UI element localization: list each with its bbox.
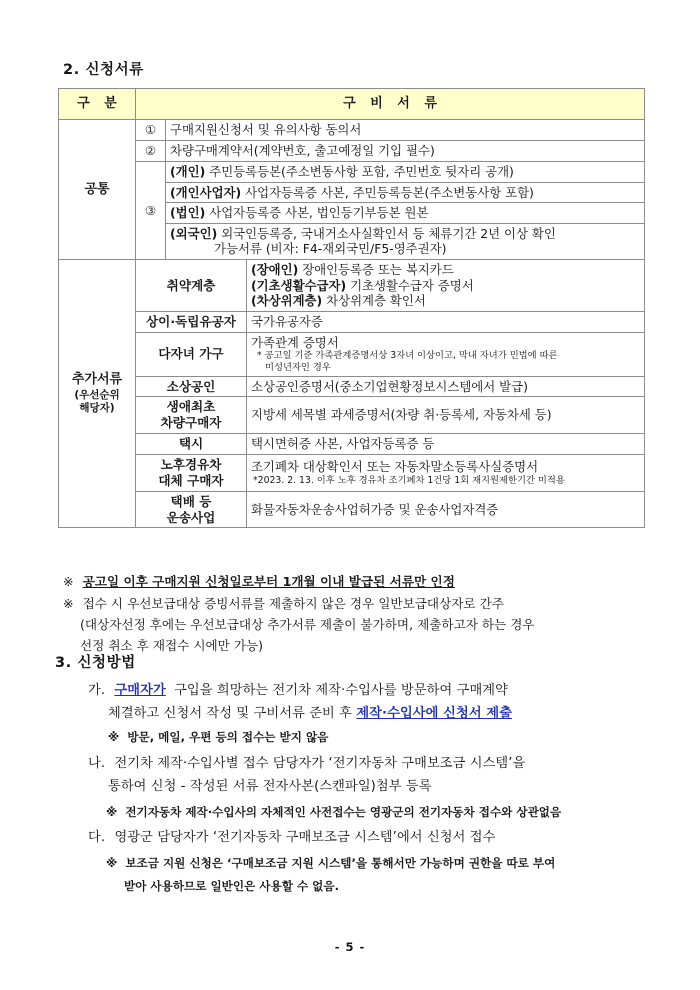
table-row xyxy=(59,376,645,397)
required-documents-table xyxy=(58,88,645,528)
item-na-line-1 xyxy=(88,752,525,771)
note-row-2 xyxy=(63,598,504,611)
item-ga-line-1 xyxy=(88,679,508,698)
item-na-note xyxy=(106,804,561,820)
document-text-3-sole-proprietor xyxy=(166,182,645,203)
multichild-footnote-2: 미성년자인 경우 xyxy=(265,361,331,373)
table-row xyxy=(59,260,645,312)
item-da-line-1-text: 영광군 담당자가 ‘전기자동차 구매보조금 시스템’에서 신청서 접수 xyxy=(114,830,496,845)
item-na-note-text: 전기자동차 제작·수입사의 자체적인 사전접수는 영광군의 전기자동차 접수와 상관없음 xyxy=(125,805,562,819)
foreigner-line-1 xyxy=(170,226,640,242)
document-text-old-diesel-replacement xyxy=(247,455,645,492)
document-text-3-corporation xyxy=(166,203,645,224)
table-row xyxy=(59,434,645,455)
document-detail-corporation: 사업자등록증 사본, 법인등기부등본 원본 xyxy=(209,205,429,221)
document-text-taxi: 택시면허증 사본, 사업자등록증 등 xyxy=(247,434,645,455)
applicant-type-sole-proprietor: (개인사업자) xyxy=(170,184,242,200)
item-na-line-2 xyxy=(108,775,432,794)
item-number-1: ① xyxy=(136,120,166,141)
multichild-main: 가족관계 증명서 xyxy=(251,334,339,350)
vulnerable-detail-disabled: 장애인등록증 또는 복지카드 xyxy=(302,262,454,277)
applicant-type-foreigner: (외국인) xyxy=(170,225,218,241)
item-ga-note-text: 방문, 메일, 우편 등의 접수는 받지 않음 xyxy=(127,730,329,744)
item-na-line-2-text: 통하여 신청 - 작성된 서류 전자사본(스캔파일)첨부 등록 xyxy=(108,779,432,794)
old-diesel-main: 조기폐차 대상확인서 또는 자동차말소등록사실증명서 xyxy=(251,459,539,475)
table-row xyxy=(59,455,645,492)
section-3-heading: 3. 신청방법 xyxy=(55,655,136,671)
delivery-line2: 운송사업 xyxy=(166,509,216,525)
item-da-line-1 xyxy=(88,826,495,845)
old-diesel-line1: 노후경유차 xyxy=(160,457,222,473)
vulnerable-detail-near-poverty: 차상위계층 확인서 xyxy=(326,293,426,309)
note-row-3 xyxy=(80,619,535,632)
item-ga-buyer-highlight: 구매자가 xyxy=(114,683,166,698)
document-detail-sole-proprietor: 사업자등록증 사본, 주민등록등본(주소변동사항 포함) xyxy=(245,184,534,200)
document-text-1: 구매지원신청서 및 유의사항 동의서 xyxy=(166,120,645,141)
item-number-3: ③ xyxy=(136,161,166,259)
subcategory-small-business: 소상공인 xyxy=(136,376,247,397)
note-row-1 xyxy=(63,576,455,589)
note-mark-2: ※ xyxy=(63,596,74,611)
document-text-3-foreigner xyxy=(166,223,645,259)
multichild-footnote-1: * 공고일 기준 가족관계증명서상 3자녀 이상이고, 막내 자녀가 민법에 따른 xyxy=(257,350,558,362)
category-cell-additional xyxy=(59,260,136,528)
category-additional-sub1: (우선순위 xyxy=(74,388,120,401)
item-ga-submit-highlight: 제작·수입사에 신청서 제출 xyxy=(356,706,513,721)
item-ga-note-mark: ※ xyxy=(108,730,120,744)
table-row xyxy=(59,311,645,332)
old-diesel-line2: 대체 구매자 xyxy=(158,472,224,488)
subcategory-taxi: 택시 xyxy=(136,434,247,455)
column-header-documents xyxy=(136,89,645,120)
item-da-note-text-2: 받아 사용하므로 일반인은 사용할 수 없음. xyxy=(124,879,339,893)
item-da-note-text-1: 보조금 지원 신청은 ‘구매보조금 지원 시스템’을 통해서만 가능하며 권한을 따로 부여 xyxy=(125,856,556,870)
vulnerable-line-basic-living xyxy=(251,278,640,294)
foreigner-line-2: 가능서류 (비자: F4-재외국민/F5-영주권자) xyxy=(214,241,447,257)
item-ga-marker: 가. xyxy=(88,683,106,698)
item-da-note-line-2 xyxy=(124,878,339,894)
note-mark-1: ※ xyxy=(63,574,74,589)
document-text-small-business: 소상공인증명서(중소기업현황정보시스템에서 발급) xyxy=(247,376,645,397)
column-header-category xyxy=(59,89,136,120)
subcategory-first-time-buyer xyxy=(136,397,247,434)
item-na-line-1-text: 전기차 제작·수입사별 접수 담당자가 ‘전기자동차 구매보조금 시스템’을 xyxy=(114,756,526,771)
note-text-1: 공고일 이후 구매지원 신청일로부터 1개월 이내 발급된 서류만 인정 xyxy=(82,574,455,589)
first-time-buyer-line2: 차량구매자 xyxy=(160,415,222,431)
item-ga-line-1-text: 구입을 희망하는 전기차 제작·수입사를 방문하여 구매계약 xyxy=(174,683,508,698)
table-header-row xyxy=(59,89,645,120)
table-row xyxy=(59,491,645,528)
note-text-3: (대상자선정 후에는 우선보급대상 추가서류 제출이 불가하며, 제출하고자 하는 경우 xyxy=(80,617,535,632)
subcategory-vulnerable-group: 취약계층 xyxy=(136,260,247,312)
vulnerable-label-disabled: (장애인) xyxy=(251,262,299,277)
item-number-2: ② xyxy=(136,141,166,162)
item-ga-line-2-text: 체결하고 신청서 작성 및 구비서류 준비 후 xyxy=(108,706,357,721)
table-row xyxy=(59,332,645,376)
item-na-note-mark: ※ xyxy=(106,805,118,819)
subcategory-multichild: 다자녀 가구 xyxy=(136,332,247,376)
document-text-3-individual xyxy=(166,161,645,182)
column-header-documents-label: 구 비 서 류 xyxy=(343,96,442,111)
document-text-multichild xyxy=(247,332,645,376)
document-text-2: 차량구매계약서(계약번호, 출고예정일 기입 필수) xyxy=(166,141,645,162)
document-detail-individual: 주민등록등본(주소변동사항 포함, 주민번호 뒷자리 공개) xyxy=(209,163,514,179)
section-2-heading: 2. 신청서류 xyxy=(63,62,144,78)
item-da-note-mark: ※ xyxy=(106,856,118,870)
category-cell-common: 공통 xyxy=(59,120,136,260)
document-text-delivery-transport: 화물자동차운송사업허가증 및 운송사업자격증 xyxy=(247,491,645,528)
applicant-type-corporation: (법인) xyxy=(170,205,206,221)
document-text-vulnerable-group xyxy=(247,260,645,312)
vulnerable-line-disabled xyxy=(251,262,640,278)
item-da-marker: 다. xyxy=(88,830,106,845)
vulnerable-detail-basic-living: 기초생활수급자 증명서 xyxy=(350,277,474,293)
page-number: - 5 - xyxy=(334,940,366,954)
table-row xyxy=(59,120,645,141)
item-ga-note xyxy=(108,729,328,745)
document-detail-foreigner: 외국인등록증, 국내거소사실확인서 등 체류기간 2년 이상 확인 xyxy=(221,225,556,241)
applicant-type-individual: (개인) xyxy=(170,163,206,179)
category-additional-label: 추가서류 xyxy=(71,372,123,388)
item-na-marker: 나. xyxy=(88,756,106,771)
old-diesel-footnote: *2023. 2. 13. 이후 노후 경유차 조기폐차 1건당 1회 재지원제한기간 미적용 xyxy=(253,474,565,486)
vulnerable-label-near-poverty: (차상위계층) xyxy=(251,293,323,309)
vulnerable-line-near-poverty xyxy=(251,293,640,309)
document-text-veteran: 국가유공자증 xyxy=(247,311,645,332)
note-text-4: 선정 취소 후 재접수 시에만 가능) xyxy=(80,638,264,653)
document-text-first-time-buyer: 지방세 세목별 과세증명서(차량 취·등록세, 자동차세 등) xyxy=(247,397,645,434)
column-header-category-label: 구 분 xyxy=(77,96,122,111)
table-row xyxy=(59,397,645,434)
table-row xyxy=(59,161,645,182)
item-da-note-line-1 xyxy=(106,855,555,871)
subcategory-veteran: 상이·독립유공자 xyxy=(136,311,247,332)
subcategory-old-diesel-replacement xyxy=(136,455,247,492)
category-additional-sub2: 해당자) xyxy=(79,401,115,414)
note-text-2: 접수 시 우선보급대상 증빙서류를 제출하지 않은 경우 일반보급대상자로 간주 xyxy=(82,596,504,611)
first-time-buyer-line1: 생애최초 xyxy=(166,399,216,415)
item-ga-line-2 xyxy=(108,702,512,721)
vulnerable-label-basic-living: (기초생활수급자) xyxy=(251,277,347,293)
table-row xyxy=(59,141,645,162)
subcategory-delivery-transport xyxy=(136,491,247,528)
delivery-line1: 택배 등 xyxy=(170,493,212,509)
